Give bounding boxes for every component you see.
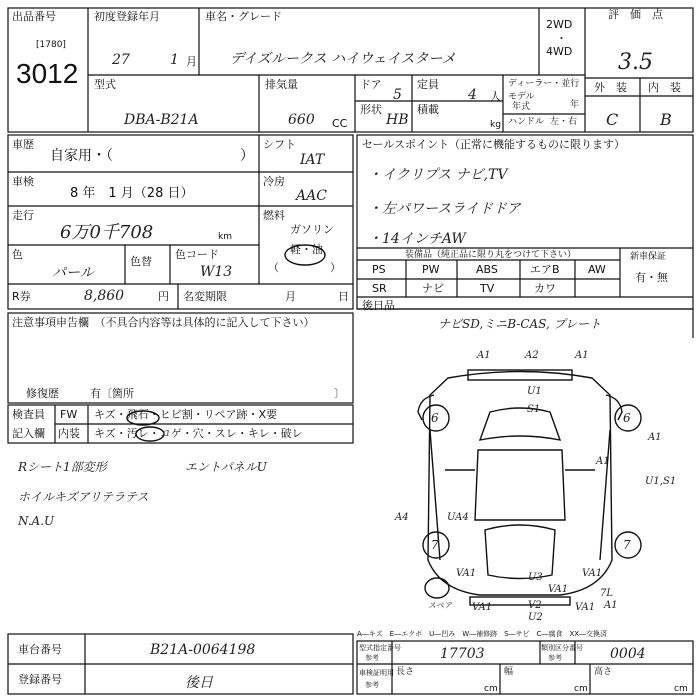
equip-abs: ABS xyxy=(476,263,498,276)
equip-pw: PW xyxy=(422,263,440,276)
type-label: 型式 xyxy=(94,78,116,91)
equip-ps: PS xyxy=(372,263,386,276)
class-sub: 参考 xyxy=(548,654,562,662)
inspection-value: 8 年 1 月（28 日） xyxy=(70,186,194,201)
mark-6-front-left-wheel: 6 xyxy=(431,411,439,425)
interior-value: B xyxy=(660,110,672,129)
ac-label: 冷房 xyxy=(263,175,285,188)
mark-va1-right-rear: VA1 xyxy=(582,568,603,579)
mark-a1-right-corner: A1 xyxy=(604,600,618,611)
yen-unit: 円 xyxy=(158,290,169,303)
inspector-interior-label: 内装 xyxy=(58,427,80,440)
shift-label: シフト xyxy=(263,138,296,151)
handle-label: ハンドル xyxy=(508,117,545,127)
exterior-value: C xyxy=(606,110,619,129)
doors-value: 5 xyxy=(393,87,402,103)
repair-close: 〕 xyxy=(334,387,345,400)
inspector-label-1: 検査員 xyxy=(12,408,45,421)
mark-u3-rear: U3 xyxy=(528,572,543,583)
drive-2wd: 2WD xyxy=(546,18,573,31)
mark-7-rear-right-wheel: 7 xyxy=(623,538,631,552)
sales-point-3: ・14インチAW xyxy=(368,231,466,247)
recycle-value: 8,860 xyxy=(84,288,125,304)
name-change-month: 月 xyxy=(285,290,296,303)
repair-label: 修復歴 xyxy=(26,387,59,400)
rear-items-title: 後日品 xyxy=(362,299,395,312)
remark-1: Rシート1部変形 xyxy=(18,460,107,474)
equip-navi: ナビ xyxy=(422,282,444,295)
exterior-label: 外 装 xyxy=(594,81,627,94)
mark-u2-bumper: U2 xyxy=(528,612,543,623)
capacity-value: 4 xyxy=(468,87,477,103)
cc-unit: CC xyxy=(332,117,348,130)
shape-label: 形状 xyxy=(360,103,382,116)
equip-sr: SR xyxy=(372,282,387,295)
inspection-label: 車検 xyxy=(12,175,34,188)
mark-ua4-left-door: UA4 xyxy=(447,512,469,523)
month-suffix: 月 xyxy=(186,55,197,68)
dealer-label: ディーラー・並行 xyxy=(508,79,580,89)
fuel-paren-open: （ xyxy=(268,261,279,274)
damage-legend: A―キズ E―エクボ U―凹み W―補修跡 S―サビ C―腐食 XX―交換済 xyxy=(357,630,608,638)
width-label: 幅 xyxy=(504,667,514,677)
class-label: 類別区分番号 xyxy=(541,644,583,652)
displacement-value: 660 xyxy=(288,112,315,128)
mark-va1-bumper-left: VA1 xyxy=(472,602,493,613)
remark-3: N.A.U xyxy=(18,514,55,528)
mark-va1-rear-center: VA1 xyxy=(548,584,569,595)
height-label: 高さ xyxy=(594,667,613,677)
mark-a1-front-right: A1 xyxy=(575,350,589,361)
displacement-label: 排気量 xyxy=(265,78,298,91)
spare-label: スペア xyxy=(428,601,452,610)
notes-title: 注意事項申告欄 （不具合内容等は具体的に記入して下さい） xyxy=(12,316,315,329)
drive-dot: ・ xyxy=(556,32,567,45)
capacity-label: 定員 xyxy=(417,78,439,91)
usage-value: 自家用・（ xyxy=(50,148,113,164)
rear-items-value: ナビSD,ミニB-CAS, プレート xyxy=(438,317,602,331)
mark-v2-bumper: V2 xyxy=(528,600,542,611)
sales-point-2: ・左パワースライドドア xyxy=(368,201,521,217)
lot-number-label: 出品番号 xyxy=(12,10,56,23)
mark-va1-left-rear: VA1 xyxy=(456,568,477,579)
equip-aw: AW xyxy=(588,263,606,276)
year-unit: 年 xyxy=(570,100,580,110)
model-cert-sub: 参考 xyxy=(365,654,379,662)
usage-label: 車歴 xyxy=(12,138,34,151)
inspector-fw-items: キズ・飛石・ヒビ割・リペア跡・X要 xyxy=(94,408,278,421)
fuel-label: 燃料 xyxy=(263,209,285,222)
width-unit: cm xyxy=(574,684,588,694)
model-year-label: モデル xyxy=(508,92,535,102)
mark-s1-hood: S1 xyxy=(527,404,541,415)
model-cert-value: 17703 xyxy=(440,646,485,662)
km-unit: km xyxy=(218,232,232,242)
new-car-warranty-value: 有・無 xyxy=(635,271,668,284)
dims-sub: 参考 xyxy=(365,681,379,689)
lot-sub-number: [1780] xyxy=(36,40,66,50)
height-unit: cm xyxy=(674,684,688,694)
color-code-label: 色コード xyxy=(175,248,219,261)
inspector-label-2: 記入欄 xyxy=(12,427,45,440)
shape-value: HB xyxy=(386,112,409,128)
dims-label: 車検証明用 xyxy=(359,669,394,677)
mark-a1-front-left: A1 xyxy=(477,350,491,361)
mark-7-rear-left-wheel: 7 xyxy=(431,538,439,552)
lot-number: 3012 xyxy=(16,58,79,89)
plate-value: 後日 xyxy=(185,675,213,691)
chassis-label: 車台番号 xyxy=(18,643,62,656)
new-car-warranty-label: 新車保証 xyxy=(630,252,667,262)
length-unit: cm xyxy=(484,684,498,694)
remark-2: ホイルキズアリテラテス xyxy=(18,490,149,504)
mark-a4-left-side: A4 xyxy=(395,512,409,523)
sales-point-1: ・イクリプス ナビ,TV xyxy=(368,167,508,183)
color-code-value: W13 xyxy=(200,264,233,280)
grade-value: 3.5 xyxy=(618,50,653,75)
load-label: 積載 xyxy=(417,103,439,116)
fuel-light-oil: 軽・油 xyxy=(290,243,323,256)
model-label: 車名・グレード xyxy=(205,10,282,23)
equip-tv: TV xyxy=(480,282,495,295)
drive-4wd: 4WD xyxy=(546,45,573,58)
mark-u1s1-right-side: U1,S1 xyxy=(645,476,677,487)
ac-value: AAC xyxy=(296,188,327,204)
mark-7l-right-corner: 7L xyxy=(600,588,614,599)
model-year-sub: 年式 xyxy=(512,102,531,112)
mark-va1-bumper-right: VA1 xyxy=(575,602,596,613)
capacity-unit: 人 xyxy=(490,90,501,103)
equip-leather: カワ xyxy=(534,282,556,295)
first-registration-year: 27 xyxy=(112,52,130,68)
recycle-label: R券 xyxy=(12,290,31,303)
type-value: DBA-B21A xyxy=(124,112,199,128)
usage-close: ） xyxy=(240,148,254,164)
kg-unit: kg xyxy=(490,120,501,130)
mark-6-front-right-wheel: 6 xyxy=(623,411,631,425)
mark-a2-front: A2 xyxy=(525,350,539,361)
inspector-fw-label: FW xyxy=(60,408,78,421)
fuel-paren-close: ） xyxy=(330,261,341,274)
grade-label: 評 価 点 xyxy=(608,8,663,21)
name-change-day: 日 xyxy=(338,290,349,303)
interior-label: 内 装 xyxy=(648,81,681,94)
repaint-label: 色替 xyxy=(130,255,152,268)
equip-airbag: エアB xyxy=(530,263,560,276)
mileage-label: 走行 xyxy=(12,209,34,222)
first-registration-month: 1 xyxy=(170,52,179,68)
chassis-value: B21A-0064198 xyxy=(150,642,256,658)
length-label: 長さ xyxy=(396,667,415,677)
first-registration-label: 初度登録年月 xyxy=(94,10,160,23)
model-cert-label: 型式指定番号 xyxy=(359,644,401,652)
class-value: 0004 xyxy=(610,646,646,662)
plate-label: 登録番号 xyxy=(18,673,62,686)
sales-title: セールスポイント（正常に機能するものに限ります） xyxy=(362,138,626,151)
mark-u1-hood: U1 xyxy=(527,386,542,397)
color-value: パール xyxy=(52,265,94,281)
color-label: 色 xyxy=(12,248,23,261)
fuel-gasoline: ガソリン xyxy=(290,223,334,236)
repair-value: 有〔箇所 xyxy=(90,387,134,400)
shift-value: IAT xyxy=(300,152,325,168)
doors-label: ドア xyxy=(360,78,382,91)
remark-4: エントパネルU xyxy=(185,460,267,474)
handle-options: 左・右 xyxy=(550,117,578,127)
mark-a1-right-door: A1 xyxy=(596,456,610,467)
inspector-interior-items: キズ・汚レ・コゲ・穴・スレ・キレ・破レ xyxy=(94,427,303,440)
equipment-title: 装備品（純正品に限り丸をつけて下さい） xyxy=(405,250,577,260)
mileage-value: 6万0千708 xyxy=(60,222,154,243)
model-name: デイズルークス ハイウェイスターメ xyxy=(230,51,456,67)
mark-a1-right-fender: A1 xyxy=(648,432,662,443)
name-change-label: 名変期限 xyxy=(183,290,227,303)
